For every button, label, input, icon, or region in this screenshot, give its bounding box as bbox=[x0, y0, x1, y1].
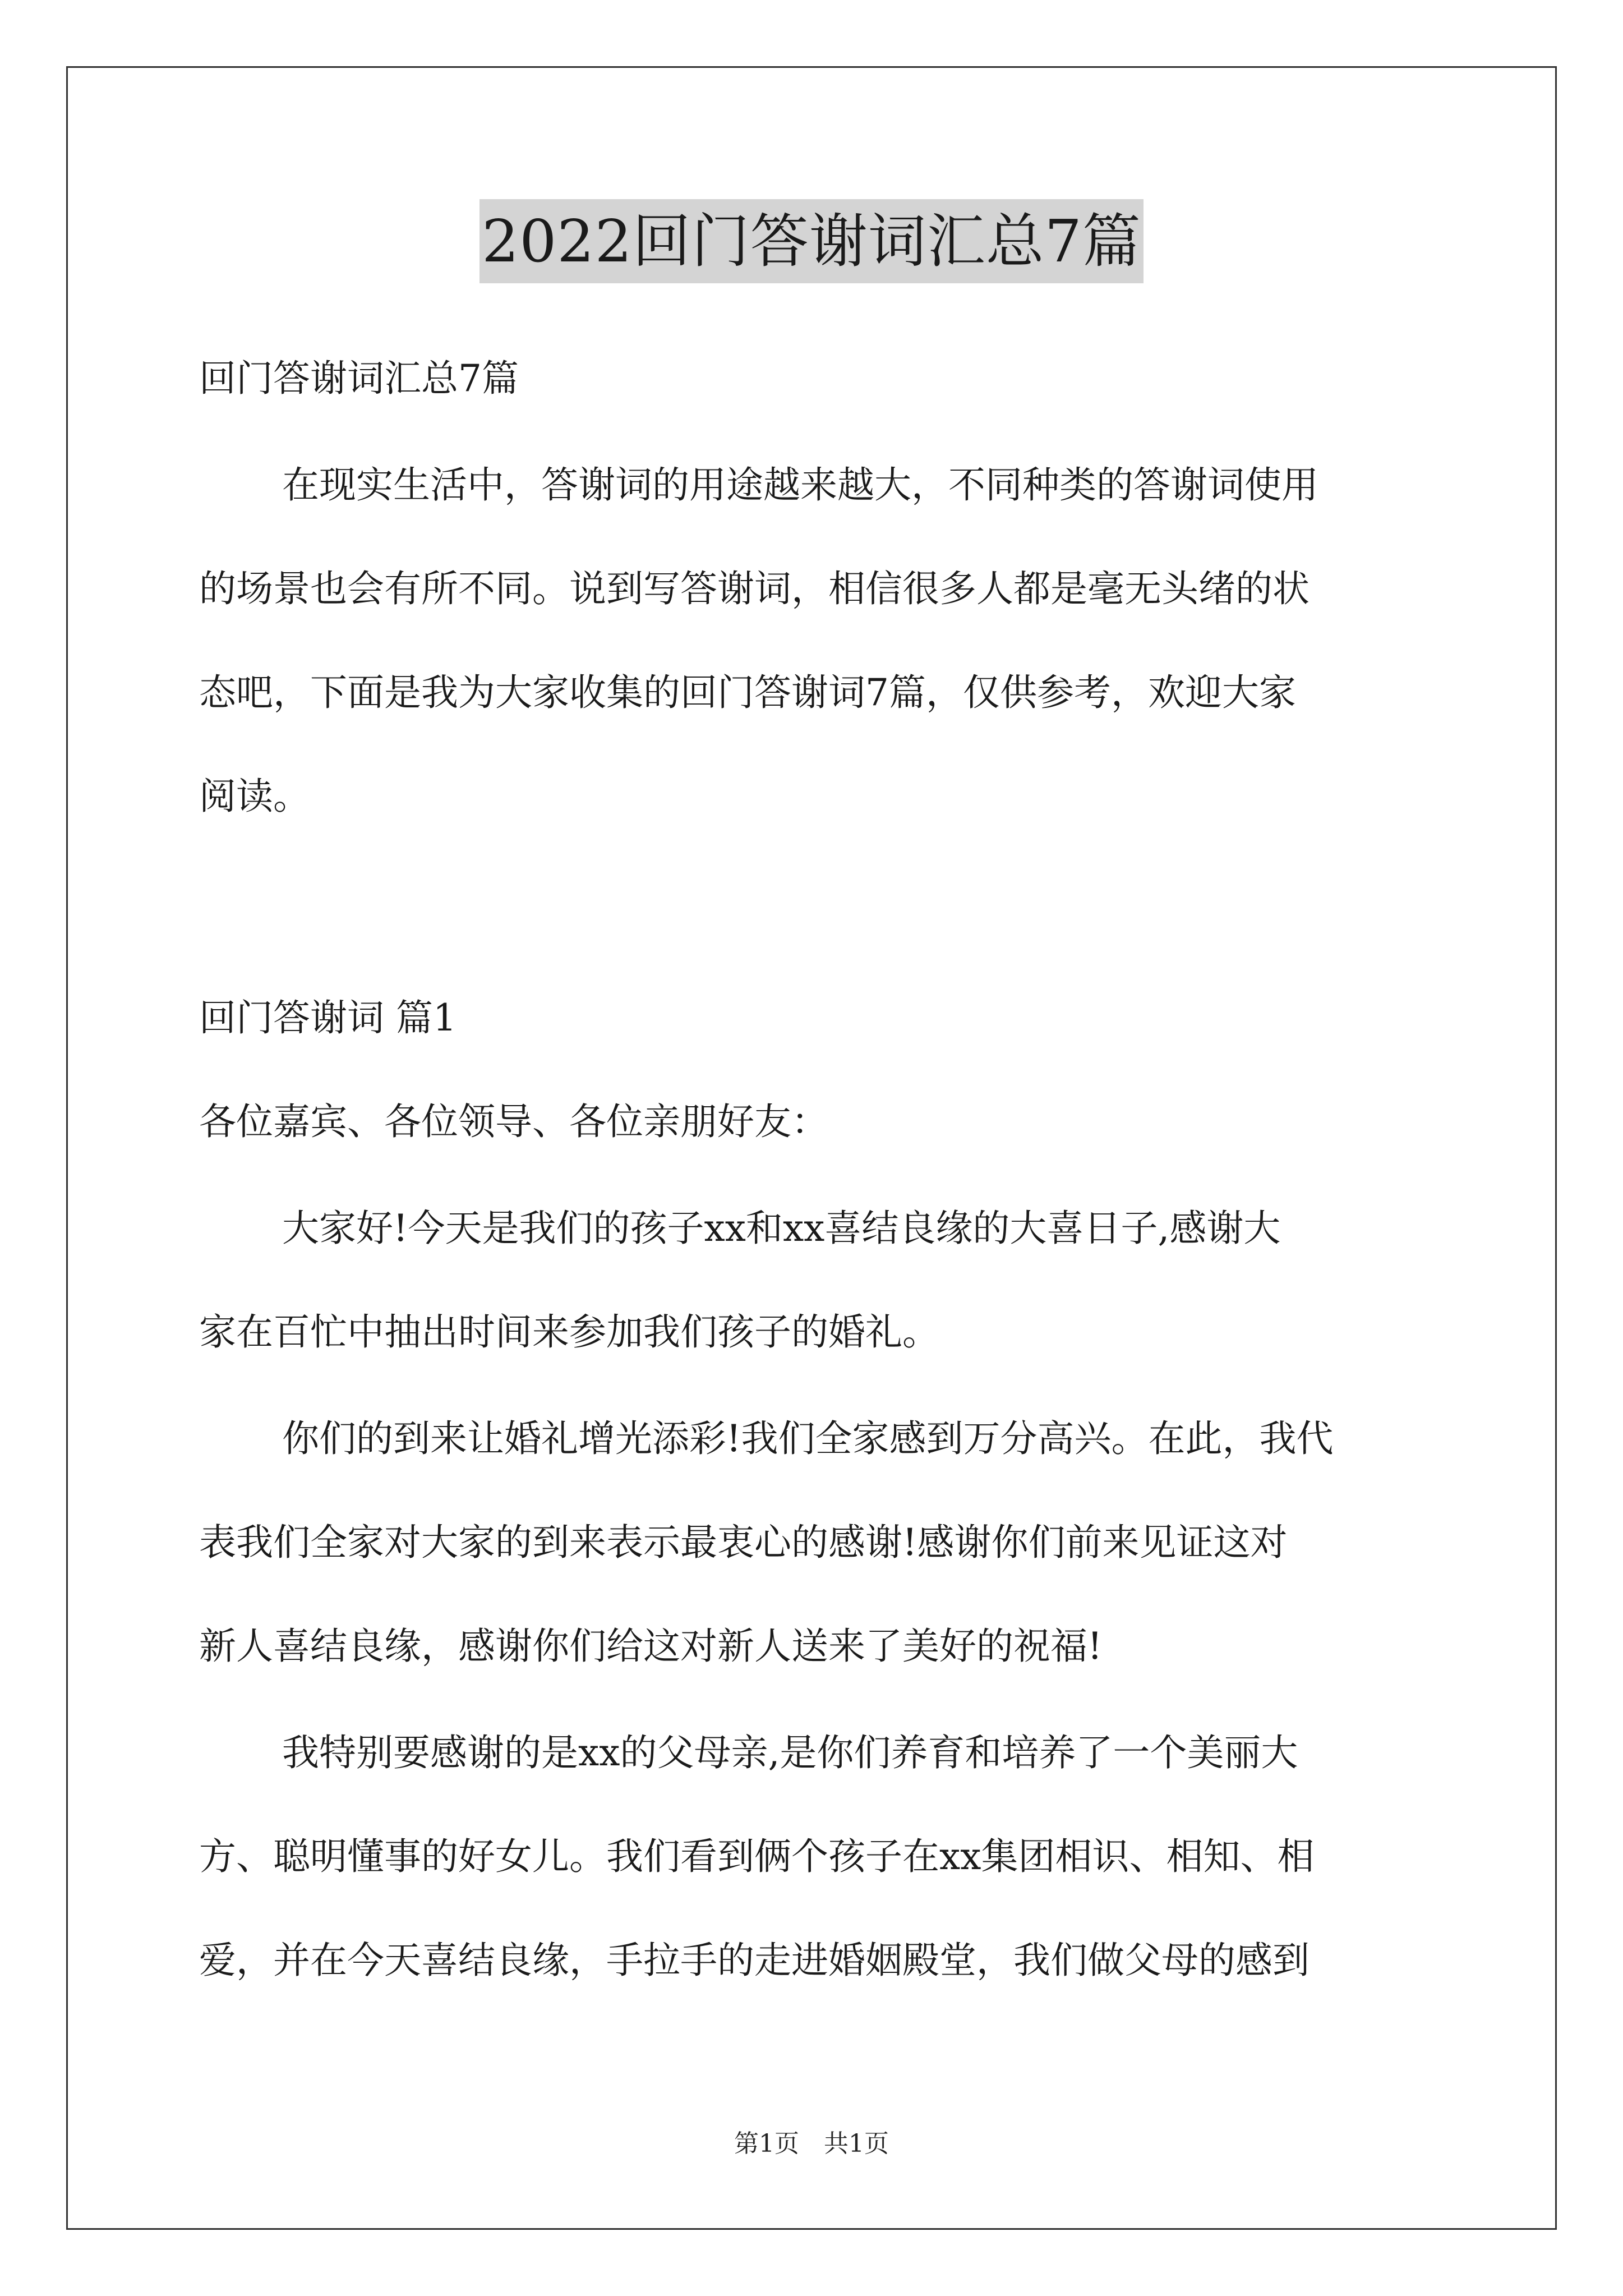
intro-line: 在现实生活中，答谢词的用途越来越大，不同种类的答谢词使用 bbox=[282, 463, 1318, 507]
body-line: 表我们全家对大家的到来表示最衷心的感谢!感谢你们前来见证这对 bbox=[199, 1521, 1288, 1564]
title-container bbox=[0, 199, 1623, 283]
intro-line: 阅读。 bbox=[199, 775, 310, 818]
section-heading: 回门答谢词 篇1 bbox=[199, 996, 457, 1039]
intro-line: 的场景也会有所不同。说到写答谢词，相信很多人都是毫无头绪的状 bbox=[199, 567, 1310, 610]
salutation: 各位嘉宾、各位领导、各位亲朋好友： bbox=[199, 1100, 828, 1143]
intro-line: 态吧，下面是我为大家收集的回门答谢词7篇，仅供参考，欢迎大家 bbox=[199, 671, 1296, 714]
body-line: 方、聪明懂事的好女儿。我们看到俩个孩子在xx集团相识、相知、相 bbox=[199, 1835, 1315, 1878]
body-line: 爱，并在今天喜结良缘，手拉手的走进婚姻殿堂，我们做父母的感到 bbox=[199, 1939, 1310, 1982]
body-line: 新人喜结良缘，感谢你们给这对新人送来了美好的祝福! bbox=[199, 1625, 1103, 1668]
body-line: 大家好!今天是我们的孩子xx和xx喜结良缘的大喜日子,感谢大 bbox=[282, 1207, 1281, 1250]
document-title: 2022回门答谢词汇总7篇 bbox=[479, 199, 1144, 283]
page-footer: 第1页 共1页 bbox=[734, 2129, 889, 2158]
body-line: 我特别要感谢的是xx的父母亲,是你们养育和培养了一个美丽大 bbox=[282, 1731, 1298, 1774]
body-line: 家在百忙中抽出时间来参加我们孩子的婚礼。 bbox=[199, 1310, 939, 1354]
body-line: 你们的到来让婚礼增光添彩!我们全家感到万分高兴。在此，我代 bbox=[282, 1417, 1334, 1460]
document-subtitle: 回门答谢词汇总7篇 bbox=[199, 357, 519, 400]
